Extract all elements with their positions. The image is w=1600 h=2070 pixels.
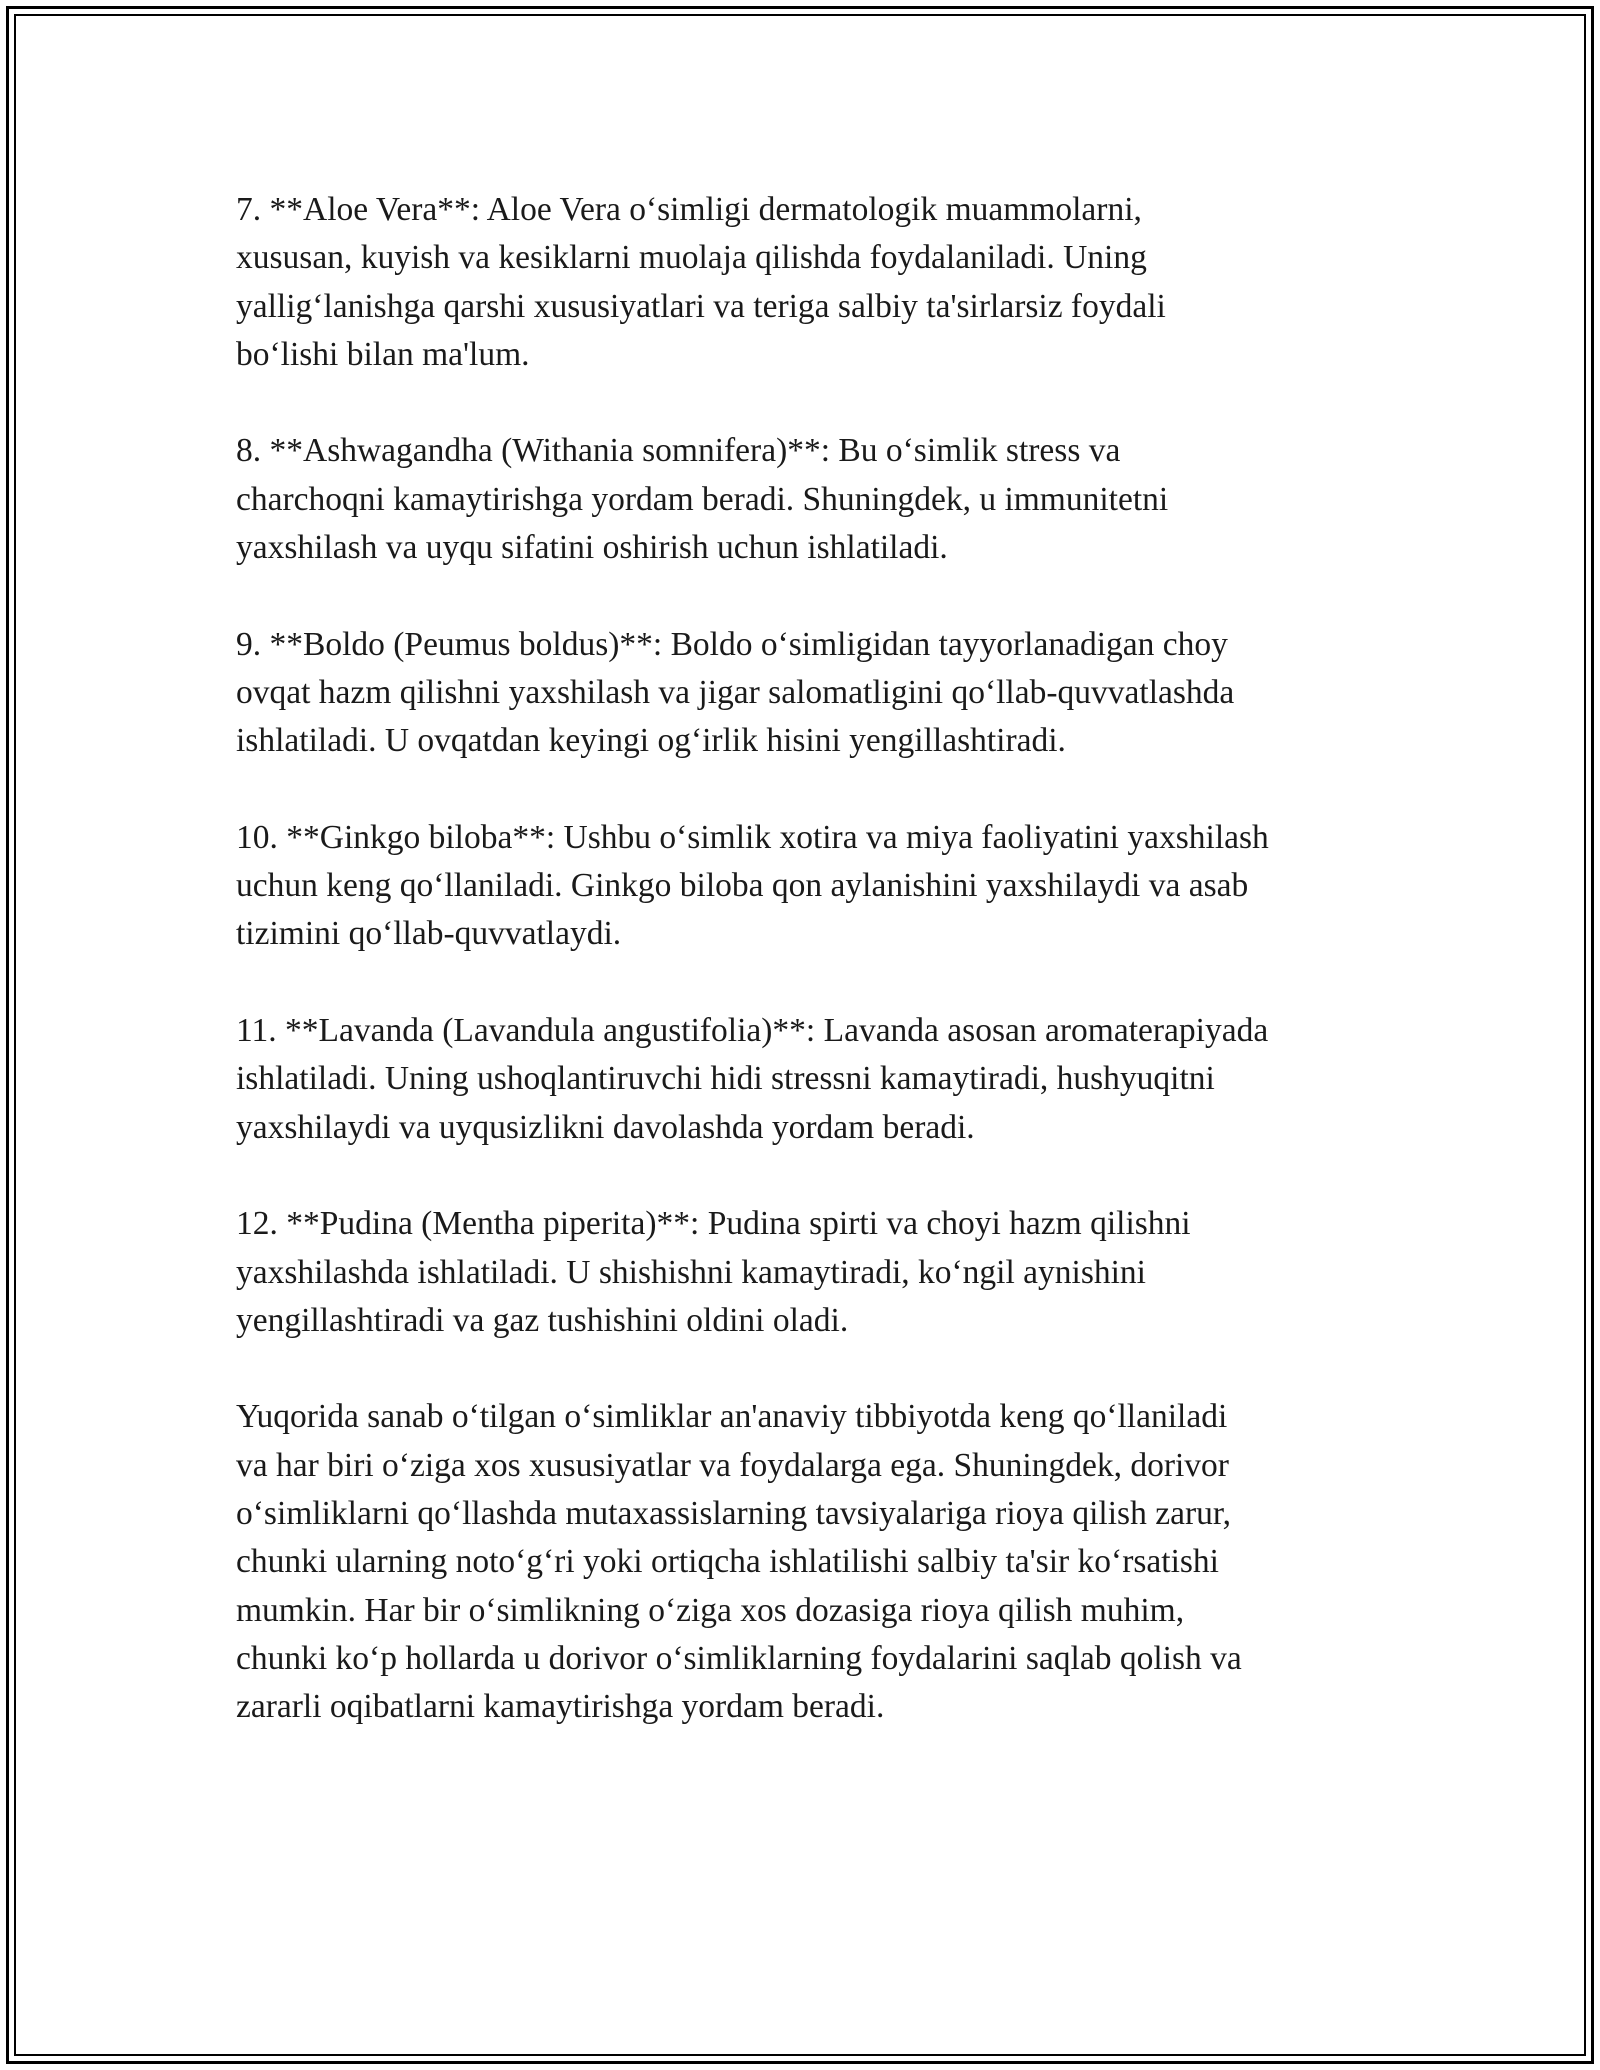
text-line: uchun keng qo‘llaniladi. Ginkgo biloba qon aylanishini yaxshilaydi va asab (236, 867, 1249, 905)
text-line: tizimini qo‘llab-quvvatlaydi. (236, 915, 622, 953)
text-line: 12. **Pudina (Mentha piperita)**: Pudina spirti va choyi hazm qilishni (236, 1205, 1191, 1243)
text-line: o‘simliklarni qo‘llashda mutaxassislarning tavsiyalariga rioya qilish zarur, (236, 1495, 1232, 1533)
text-line: zararli oqibatlarni kamaytirishga yordam beradi. (236, 1688, 885, 1726)
text-line: 8. **Ashwagandha (Withania somnifera)**: Bu o‘simlik stress va (236, 432, 1121, 470)
text-line: chunki ko‘p hollarda u dorivor o‘simliklarning foydalarini saqlab qolish va (236, 1639, 1242, 1677)
text-line: yaxshilaydi va uyqusizlikni davolashda yordam beradi. (236, 1108, 975, 1146)
text-line: 9. **Boldo (Peumus boldus)**: Boldo o‘simligidan tayyorlanadigan choy (236, 625, 1228, 663)
paragraph-aloe-vera (236, 186, 1386, 379)
text-line: yaxshilash va uyqu sifatini oshirish uchun ishlatiladi. (236, 529, 948, 567)
text-line: yallig‘lanishga qarshi xususiyatlari va teriga salbiy ta'sirlarsiz foydali (236, 287, 1166, 325)
text-line: chunki ularning noto‘g‘ri yoki ortiqcha ishlatilishi salbiy ta'sir ko‘rsatishi (236, 1543, 1219, 1581)
text-line: yaxshilashda ishlatiladi. U shishishni kamaytiradi, ko‘ngil aynishini (236, 1253, 1146, 1291)
text-line: ishlatiladi. U ovqatdan keyingi og‘irlik hisini yengillashtiradi. (236, 722, 1066, 760)
text-line: mumkin. Har bir o‘simlikning o‘ziga xos dozasiga rioya qilish muhim, (236, 1591, 1185, 1629)
text-line: va har biri o‘ziga xos xususiyatlar va foydalarga ega. Shuningdek, dorivor (236, 1446, 1229, 1484)
text-line: yengillashtiradi va gaz tushishini oldini oladi. (236, 1301, 849, 1339)
text-line: Yuqorida sanab o‘tilgan o‘simliklar an'anaviy tibbiyotda keng qo‘llaniladi (236, 1398, 1228, 1436)
text-line: ovqat hazm qilishni yaxshilash va jigar salomatligini qo‘llab-quvvatlashda (236, 673, 1235, 711)
paragraph-lavanda (236, 1007, 1386, 1152)
paragraph-boldo (236, 621, 1386, 766)
paragraph-pudina (236, 1200, 1386, 1345)
paragraph-ginkgo-biloba (236, 814, 1386, 959)
text-line: 7. **Aloe Vera**: Aloe Vera o‘simligi dermatologik muammolarni, (236, 191, 1142, 228)
paragraph-conclusion (236, 1393, 1386, 1731)
document-body (236, 186, 1386, 1780)
text-line: 11. **Lavanda (Lavandula angustifolia)**: Lavanda asosan aromaterapiyada (236, 1012, 1269, 1050)
text-line: 10. **Ginkgo biloba**: Ushbu o‘simlik xotira va miya faoliyatini yaxshilash (236, 818, 1269, 856)
text-line: bo‘lishi bilan ma'lum. (236, 335, 530, 373)
text-line: charchoqni kamaytirishga yordam beradi. Shuningdek, u immunitetni (236, 480, 1169, 518)
text-line: xususan, kuyish va kesiklarni muolaja qilishda foydalaniladi. Uning (236, 239, 1147, 277)
paragraph-ashwagandha (236, 427, 1386, 572)
text-line: ishlatiladi. Uning ushoqlantiruvchi hidi stressni kamaytiradi, hushyuqitni (236, 1060, 1215, 1098)
